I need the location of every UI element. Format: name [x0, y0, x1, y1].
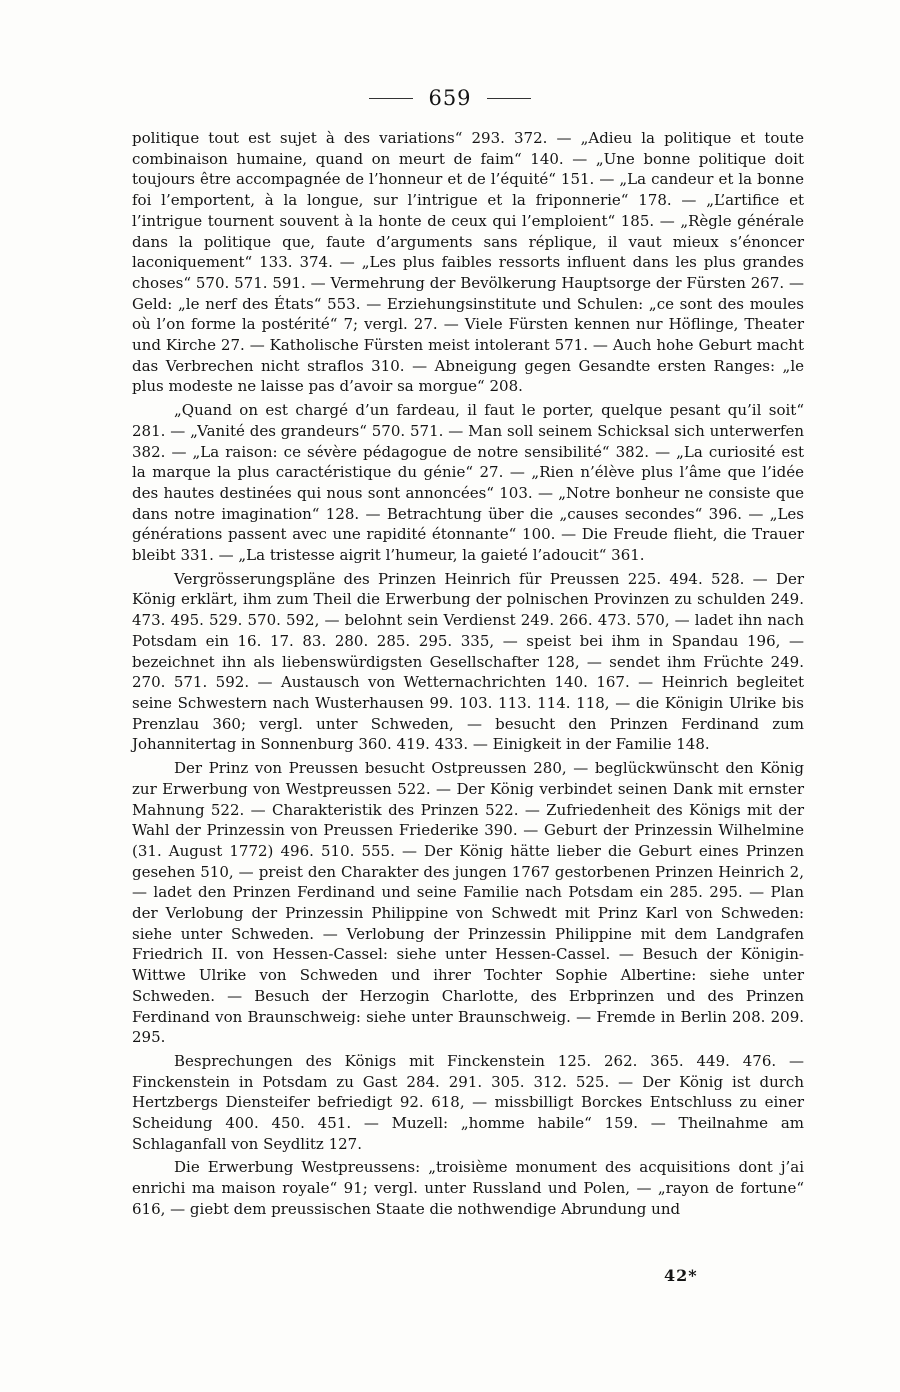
paragraph-fardeau: „Quand on est chargé d’un fardeau, il faut le porter, quelque pesant qu’il soit“ 281. — „Vanité des grandeurs“ 570. 571. — Man soll seinem Schicksal sich unterwerfen 382. — „La raison: ce sévère pédagogue de notre sensibilité“ 382. — „La curiosité est la marque la plus caractéristique du génie“ 27. — „Rien n’élève plus l’âme que l’idée des hautes destinées qui nous sont annoncées“ 103. — „Notre bonheur ne consiste que dans notre imagination“ 128. — Betrachtung über die „causes secondes“ 396. — „Les générations passent avec une rapidité étonnante“ 100. — Die Freude flieht, die Trauer bleibt 331. — „La tristesse aigrit l’humeur, la gaieté l’adoucit“ 361.	[132, 401, 804, 565]
page-number: 659	[428, 86, 472, 110]
header-rule-left	[369, 98, 413, 99]
index-text-block	[132, 128, 804, 1223]
paragraph-westpreussen: Die Erwerbung Westpreussens: „troisième monument des acquisitions dont j’ai enrichi ma maison royale“ 91; vergl. unter Russland und Polen, — „rayon de fortune“ 616, — giebt dem preussischen Staate die nothwendige Abrundung und	[132, 1158, 804, 1218]
header-rule-right	[487, 98, 531, 99]
paragraph-finckenstein: Besprechungen des Königs mit Finckenstein 125. 262. 365. 449. 476. — Finckenstein in Potsdam zu Gast 284. 291. 305. 312. 525. — Der König ist durch Hertzbergs Diensteifer befriedigt 92. 618, — missbilligt Borckes Entschluss zu einer Scheidung 400. 450. 451. — Muzell: „homme habile“ 159. — Theilnahme am Schlaganfall von Seydlitz 127.	[132, 1051, 804, 1153]
paragraph-politique: politique tout est sujet à des variations“ 293. 372. — „Adieu la politique et toute combinaison humaine, quand on meurt de faim“ 140. — „Une bonne politique doit toujours être accompagnée de l’honneur et de l’équité“ 151. — „La candeur et la bonne foi l’emportent, à la longue, sur l’intrigue et la friponnerie“ 178. — „L’artifice et l’intrigue tournent souvent à la honte de ceux qui l’emploient“ 185. — „Règle générale dans la politique que, faute d’arguments sans réplique, il vaut mieux s’énoncer laconiquement“ 133. 374. — „Les plus faibles ressorts influent dans les plus grandes choses“ 570. 571. 591. — Vermehrung der Bevölkerung Hauptsorge der Fürsten 267. — Geld: „le nerf des États“ 553. — Erziehungsinstitute und Schulen: „ce sont des moules où l’on forme la postérité“ 7; vergl. 27. — Viele Fürsten kennen nur Höflinge, Theater und Kirche 27. — Katholische Fürsten meist intolerant 571. — Auch hohe Geburt macht das Verbrechen nicht straflos 310. — Abneigung gegen Gesandte ersten Ranges: „le plus modeste ne laisse pas d’avoir sa morgue“ 208.	[132, 129, 804, 396]
signature-mark: 42*	[664, 1266, 698, 1285]
paragraph-prinz-von-preussen: Der Prinz von Preussen besucht Ostpreussen 280, — beglückwünscht den König zur Erwerbung von Westpreussen 522. — Der König verbindet seinen Dank mit ernster Mahnung 522. — Charakteristik des Prinzen 522. — Zufriedenheit des Königs mit der Wahl der Prinzessin von Preussen Friederike 390. — Geburt der Prinzessin Wilhelmine (31. August 1772) 496. 510. 555. — Der König hätte lieber die Geburt eines Prinzen gesehen 510, — preist den Charakter des jungen 1767 gestorbenen Prinzen Heinrich 2, — ladet den Prinzen Ferdinand und seine Familie nach Potsdam ein 285. 295. — Plan der Verlobung der Prinzessin Philippine von Schwedt mit Prinz Karl von Schweden: siehe unter Schweden. — Verlobung der Prinzessin Philippine mit dem Landgrafen Friedrich II. von Hessen-Cassel: siehe unter Hessen-Cassel. — Besuch der Königin-Wittwe Ulrike von Schweden und ihrer Tochter Sophie Albertine: siehe unter Schweden. — Besuch der Herzogin Charlotte, des Erbprinzen und des Prinzen Ferdinand von Braunschweig: siehe unter Braunschweig. — Fremde in Berlin 208. 209. 295.	[132, 759, 804, 1047]
page-header	[0, 86, 900, 114]
paragraph-prinz-heinrich: Vergrösserungspläne des Prinzen Heinrich für Preussen 225. 494. 528. — Der König erklärt, ihm zum Theil die Erwerbung der polnischen Provinzen zu schulden 249. 473. 495. 529. 570. 592, — belohnt sein Verdienst 249. 266. 473. 570, — ladet ihn nach Potsdam ein 16. 17. 83. 280. 285. 295. 335, — speist bei ihm in Spandau 196, — bezeichnet ihn als liebenswürdigsten Gesellschafter 128, — sendet ihm Früchte 249. 270. 571. 592. — Austausch von Wetternachrichten 140. 167. — Heinrich begleitet seine Schwestern nach Wusterhausen 99. 103. 113. 114. 118, — die Königin Ulrike bis Prenzlau 360; vergl. unter Schweden, — besucht den Prinzen Ferdinand zum Johannitertag in Sonnenburg 360. 419. 433. — Einigkeit in der Familie 148.	[132, 569, 804, 754]
